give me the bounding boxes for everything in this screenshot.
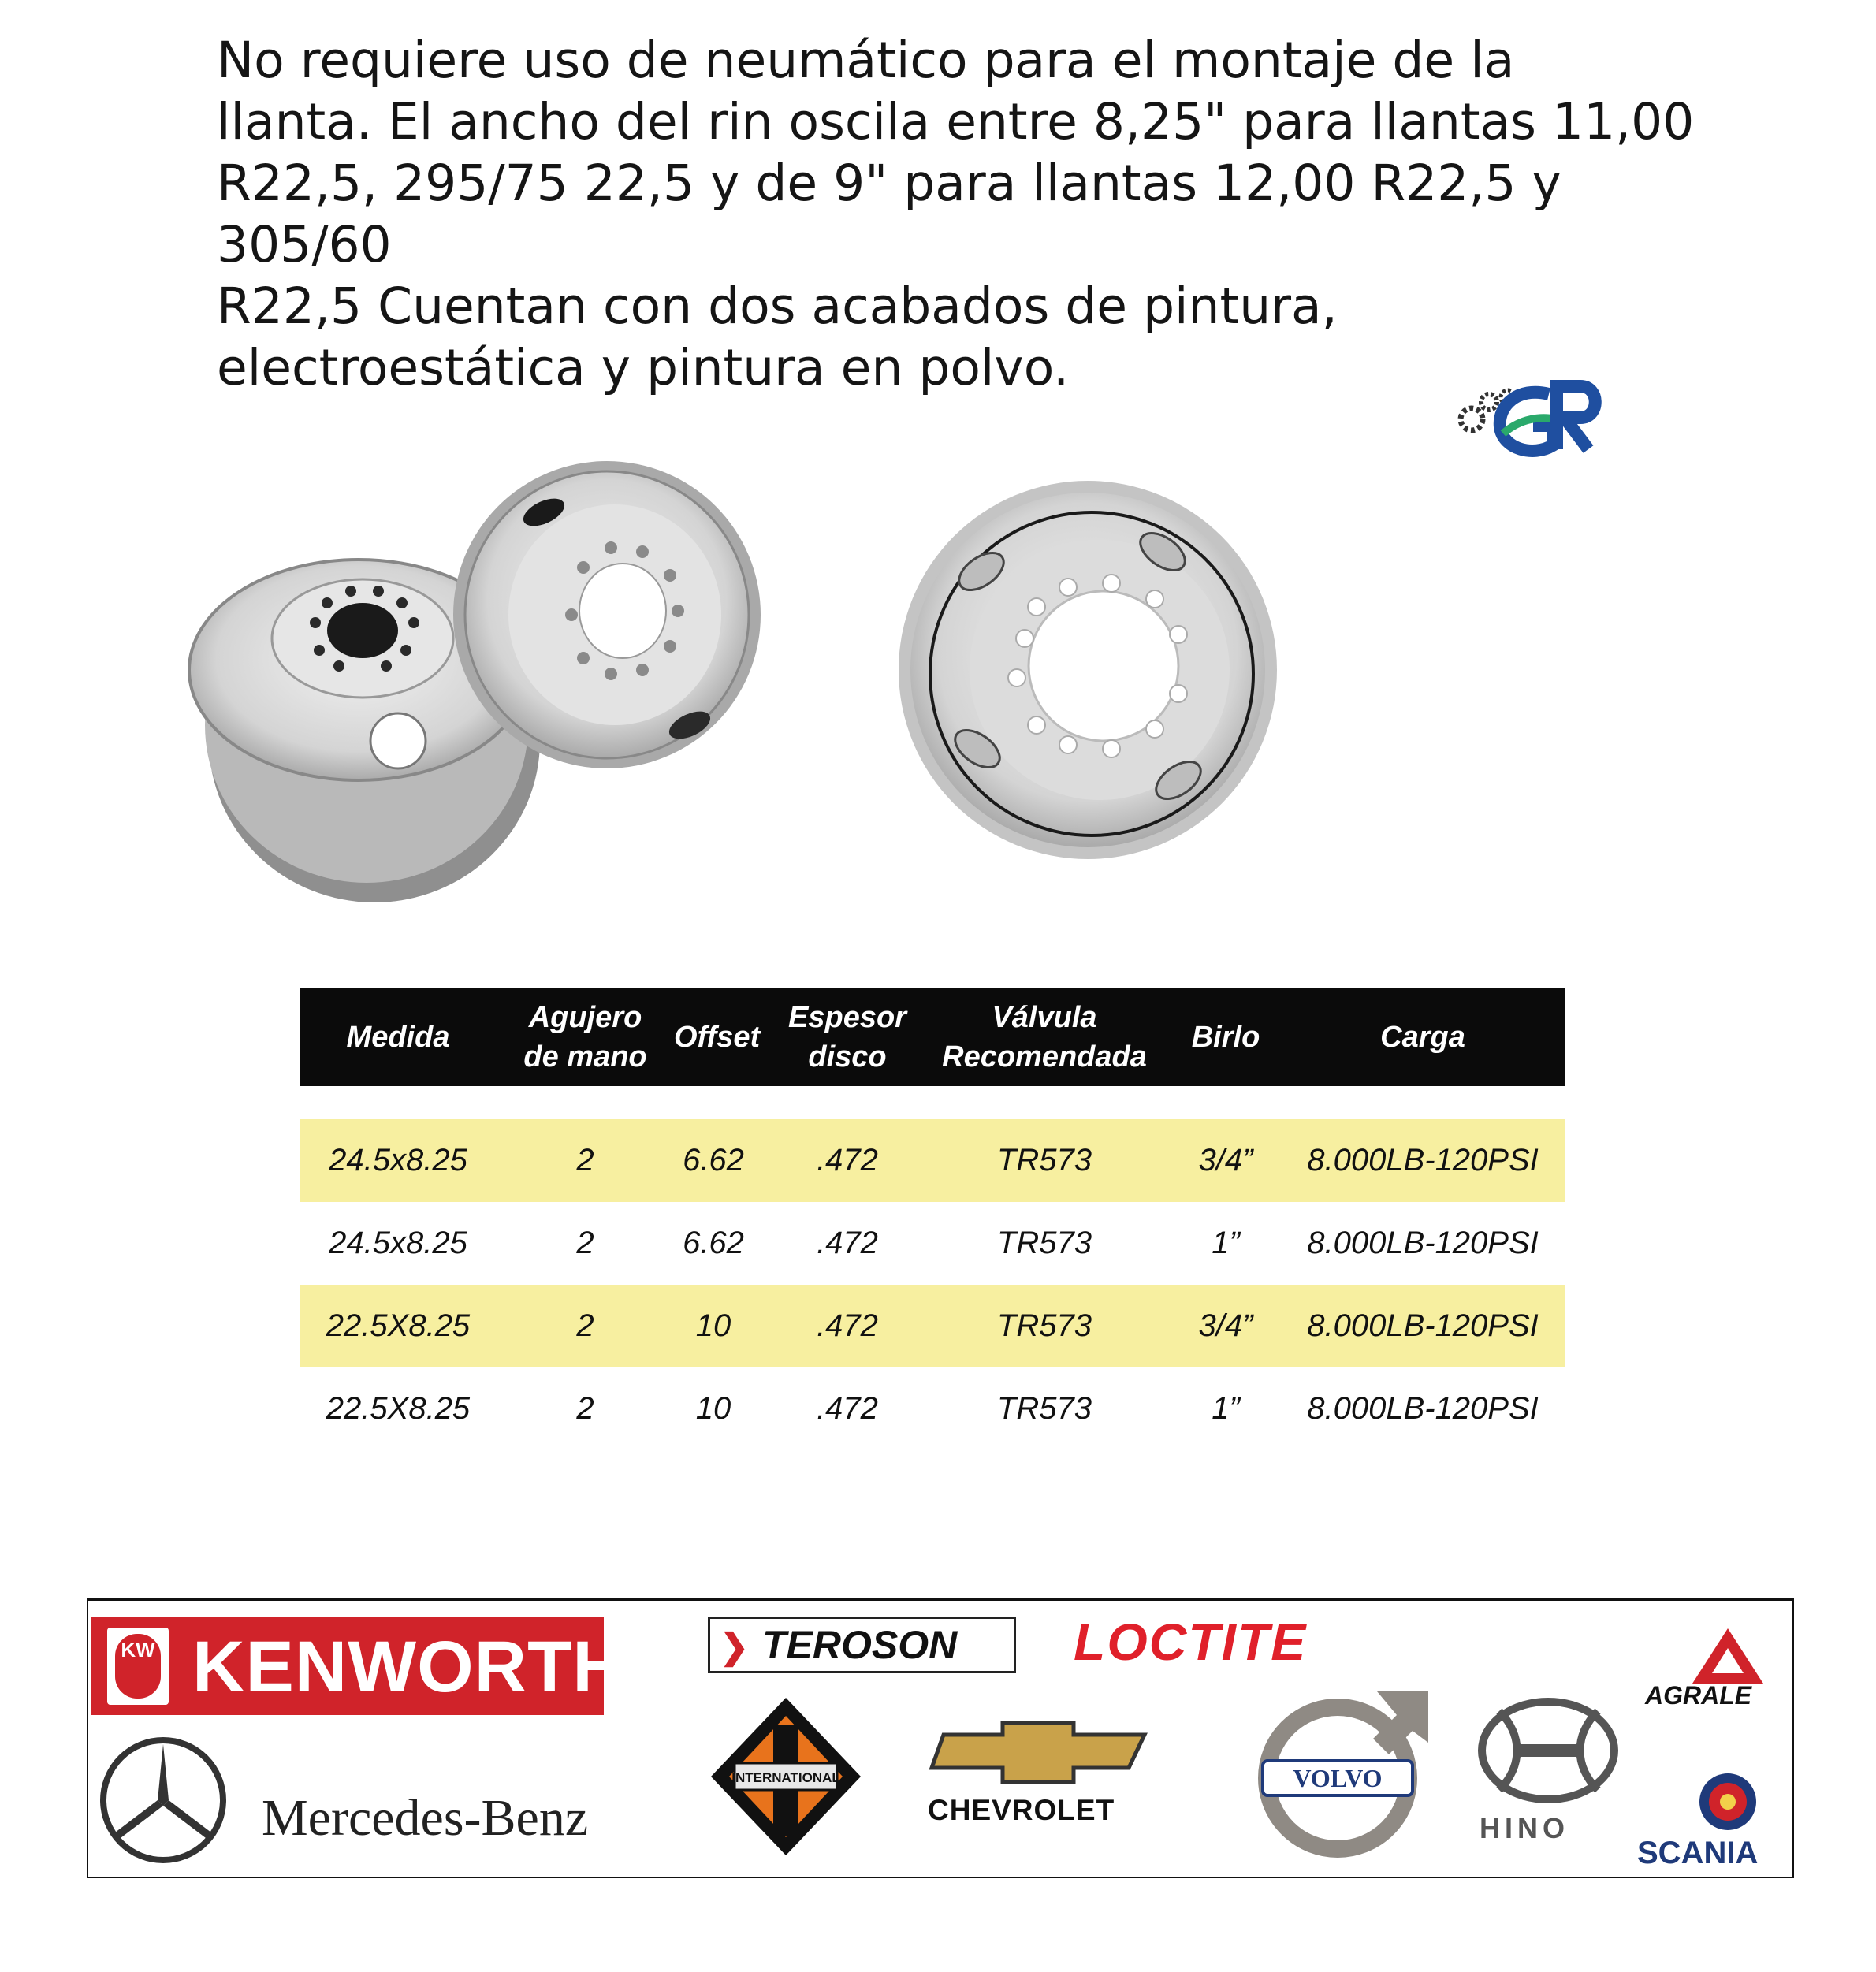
cell-birlo: 1”: [1212, 1391, 1240, 1426]
scania-text: SCANIA: [1637, 1836, 1759, 1870]
intro-line: R22,5 Cuentan con dos acabados de pintura,: [217, 277, 1338, 335]
cell-medida: 24.5x8.25: [329, 1226, 467, 1260]
header-offset: Offset: [674, 1020, 761, 1054]
cell-valvula: TR573: [996, 1391, 1092, 1426]
hino-text: HINO: [1480, 1812, 1569, 1844]
international-text: INTERNATIONAL: [731, 1770, 840, 1785]
agrale-icon: [1688, 1624, 1767, 1687]
cell-agujero: 2: [576, 1308, 594, 1343]
loctite-logo: LOCTITE: [1074, 1613, 1308, 1671]
cell-agujero: 2: [576, 1226, 594, 1260]
wheel-rim-angled: [453, 461, 761, 768]
teroson-chevron-icon: ❯: [720, 1628, 749, 1666]
agrale-text: AGRALE: [1645, 1681, 1752, 1710]
brand-logos-panel: [87, 1598, 1794, 1878]
cell-offset: 6.62: [683, 1143, 744, 1178]
cell-birlo: 3/4”: [1198, 1143, 1253, 1178]
cell-espesor: .472: [817, 1308, 878, 1343]
cell-espesor: .472: [817, 1226, 878, 1260]
cell-offset: 10: [695, 1391, 731, 1426]
volvo-text: VOLVO: [1293, 1764, 1383, 1792]
cell-offset: 6.62: [683, 1226, 744, 1260]
header-birlo: Birlo: [1191, 1020, 1260, 1054]
cell-birlo: 3/4”: [1198, 1308, 1253, 1343]
volvo-logo: [1251, 1687, 1432, 1869]
cell-carga: 8.000LB-120PSI: [1307, 1143, 1539, 1178]
intro-line: R22,5, 295/75 22,5 y de 9" para llantas 12,00 R22,5 y 305/60: [217, 154, 1561, 273]
table-row: [300, 1202, 1565, 1285]
kenworth-text: KENWORTH: [192, 1627, 626, 1707]
cell-medida: 24.5x8.25: [329, 1143, 467, 1178]
header-medida: Medida: [346, 1020, 450, 1054]
table-row: [300, 1367, 1565, 1450]
scania-griffin-icon: [1696, 1770, 1759, 1833]
chevrolet-text: CHEVROLET: [928, 1794, 1115, 1826]
header-valvula: Válvula Recomendada: [942, 1000, 1147, 1073]
cell-offset: 10: [695, 1308, 731, 1343]
cell-agujero: 2: [576, 1391, 594, 1426]
wheel-rim-front: [899, 481, 1277, 859]
cell-valvula: TR573: [996, 1308, 1092, 1343]
chevrolet-bowtie-icon: [928, 1719, 1148, 1786]
wheel-rims-illustration: [185, 433, 1525, 906]
intro-line: llanta. El ancho del rin oscila entre 8,25" para llantas 11,00: [217, 93, 1695, 151]
mercedes-star-icon: [96, 1733, 230, 1867]
table-row: [300, 1119, 1565, 1202]
kenworth-badge-icon: [107, 1628, 169, 1705]
cell-carga: 8.000LB-120PSI: [1307, 1391, 1539, 1426]
teroson-text: TEROSON: [762, 1623, 958, 1667]
hino-icon: [1476, 1695, 1621, 1806]
cell-carga: 8.000LB-120PSI: [1307, 1226, 1539, 1260]
intro-text: [217, 30, 1714, 399]
mercedes-text: Mercedes-Benz: [262, 1789, 589, 1847]
header-agujero: Agujero de mano: [523, 1000, 647, 1073]
cell-espesor: .472: [817, 1143, 878, 1178]
r-letter: [1557, 386, 1595, 449]
kenworth-logo: [91, 1617, 626, 1715]
teroson-logo: [708, 1617, 1016, 1673]
kenworth-badge-text: KW: [115, 1634, 161, 1699]
cell-valvula: TR573: [996, 1143, 1092, 1178]
cell-carga: 8.000LB-120PSI: [1307, 1308, 1539, 1343]
header-espesor: Espesor disco: [788, 1000, 906, 1073]
cell-espesor: .472: [817, 1391, 878, 1426]
cell-birlo: 1”: [1212, 1226, 1240, 1260]
cell-medida: 22.5X8.25: [326, 1391, 471, 1426]
intro-line: electroestática y pintura en polvo.: [217, 339, 1070, 396]
cell-medida: 22.5X8.25: [326, 1308, 471, 1343]
cell-valvula: TR573: [996, 1226, 1092, 1260]
table-header: [300, 988, 1565, 1086]
table-row: [300, 1285, 1565, 1367]
specs-table: [300, 988, 1565, 1450]
international-logo: [707, 1694, 865, 1863]
header-carga: Carga: [1380, 1020, 1465, 1054]
cell-agujero: 2: [576, 1143, 594, 1178]
intro-line: No requiere uso de neumático para el montaje de la: [217, 32, 1515, 89]
